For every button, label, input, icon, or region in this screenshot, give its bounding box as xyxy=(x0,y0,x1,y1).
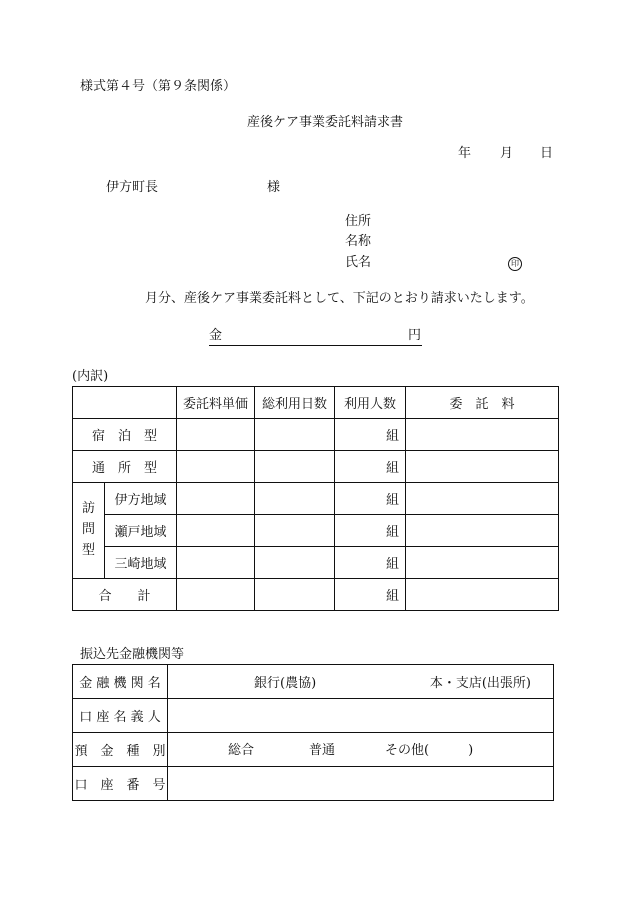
form-number: 様式第４号（第９条関係） xyxy=(80,79,237,94)
deposit-option-general[interactable]: 総合 xyxy=(228,742,255,758)
commission-fee-cell[interactable] xyxy=(406,515,559,547)
deposit-option-ordinary[interactable]: 普通 xyxy=(309,742,336,758)
unit-price-cell[interactable] xyxy=(177,483,255,515)
row-label-total: 合 計 xyxy=(73,579,177,611)
total-days-cell[interactable] xyxy=(255,547,335,579)
header-blank-cell xyxy=(73,387,177,419)
user-count-cell[interactable]: 組 xyxy=(335,547,406,579)
total-days-cell[interactable] xyxy=(255,515,335,547)
deposit-type-cell[interactable] xyxy=(168,733,554,767)
seal-icon: 印 xyxy=(508,256,522,271)
bank-name-cell[interactable] xyxy=(168,665,554,699)
total-days-cell[interactable] xyxy=(255,579,335,611)
honorific: 様 xyxy=(267,180,281,195)
request-statement: 月分、産後ケア事業委託料として、下記のとおり請求いたします。 xyxy=(145,291,534,306)
bank-section-label: 振込先金融機関等 xyxy=(80,647,185,662)
amount-prefix: 金 xyxy=(209,328,223,343)
unit-price-cell[interactable] xyxy=(177,579,255,611)
commission-fee-cell[interactable] xyxy=(406,579,559,611)
date-year-label: 年 xyxy=(458,146,472,161)
header-user-count: 利用人数 xyxy=(335,387,406,419)
address-label: 住所 xyxy=(345,214,372,229)
total-days-cell[interactable] xyxy=(255,483,335,515)
account-number-cell[interactable] xyxy=(168,767,554,801)
account-number-label: 口 座 番 号 xyxy=(73,767,168,801)
commission-fee-cell[interactable] xyxy=(406,483,559,515)
user-count-cell[interactable]: 組 xyxy=(335,483,406,515)
bank-table xyxy=(72,664,554,801)
table-row xyxy=(73,699,554,733)
date-month-label: 月 xyxy=(500,146,514,161)
bank-name-label: 金 融 機 関 名 xyxy=(73,665,168,699)
organization-name-label: 名称 xyxy=(345,234,372,249)
person-name-label: 氏名 xyxy=(345,255,372,270)
bank-type-text: 銀行(農協) xyxy=(254,676,317,691)
row-label-day-visit: 通 所 型 xyxy=(73,451,177,483)
deposit-option-other[interactable]: その他( ) xyxy=(385,742,474,758)
amount-underline xyxy=(209,345,422,346)
commission-fee-cell[interactable] xyxy=(406,547,559,579)
table-row xyxy=(73,767,554,801)
unit-price-cell[interactable] xyxy=(177,451,255,483)
row-label-seto-area: 瀬戸地域 xyxy=(105,515,177,547)
commission-fee-cell[interactable] xyxy=(406,451,559,483)
user-count-cell[interactable]: 組 xyxy=(335,515,406,547)
row-label-misaki-area: 三崎地域 xyxy=(105,547,177,579)
commission-fee-cell[interactable] xyxy=(406,419,559,451)
table-row xyxy=(73,579,559,611)
deposit-type-label: 預 金 種 別 xyxy=(73,733,168,767)
table-row xyxy=(73,419,559,451)
unit-price-cell[interactable] xyxy=(177,547,255,579)
table-row xyxy=(73,547,559,579)
unit-price-cell[interactable] xyxy=(177,419,255,451)
breakdown-table xyxy=(72,386,559,611)
table-row xyxy=(73,451,559,483)
row-label-ikata-area: 伊方地域 xyxy=(105,483,177,515)
branch-type-text: 本・支店(出張所) xyxy=(429,676,531,691)
row-group-home-visit: 訪 問 型 xyxy=(73,483,105,579)
document-title: 産後ケア事業委託料請求書 xyxy=(246,115,404,130)
unit-price-cell[interactable] xyxy=(177,515,255,547)
date-day-label: 日 xyxy=(540,146,554,161)
amount-suffix: 円 xyxy=(408,328,422,343)
header-commission-fee: 委 託 料 xyxy=(406,387,559,419)
addressee: 伊方町長 xyxy=(106,180,159,195)
user-count-cell[interactable]: 組 xyxy=(335,451,406,483)
account-holder-label: 口 座 名 義 人 xyxy=(73,699,168,733)
breakdown-label: (内訳) xyxy=(72,369,109,384)
table-row xyxy=(73,733,554,767)
header-total-days: 総利用日数 xyxy=(255,387,335,419)
table-row xyxy=(73,665,554,699)
table-row xyxy=(73,483,559,515)
row-label-overnight: 宿 泊 型 xyxy=(73,419,177,451)
table-row xyxy=(73,515,559,547)
total-days-cell[interactable] xyxy=(255,419,335,451)
user-count-cell[interactable]: 組 xyxy=(335,579,406,611)
account-holder-cell[interactable] xyxy=(168,699,554,733)
user-count-cell[interactable]: 組 xyxy=(335,419,406,451)
total-days-cell[interactable] xyxy=(255,451,335,483)
header-unit-price: 委託料単価 xyxy=(177,387,255,419)
